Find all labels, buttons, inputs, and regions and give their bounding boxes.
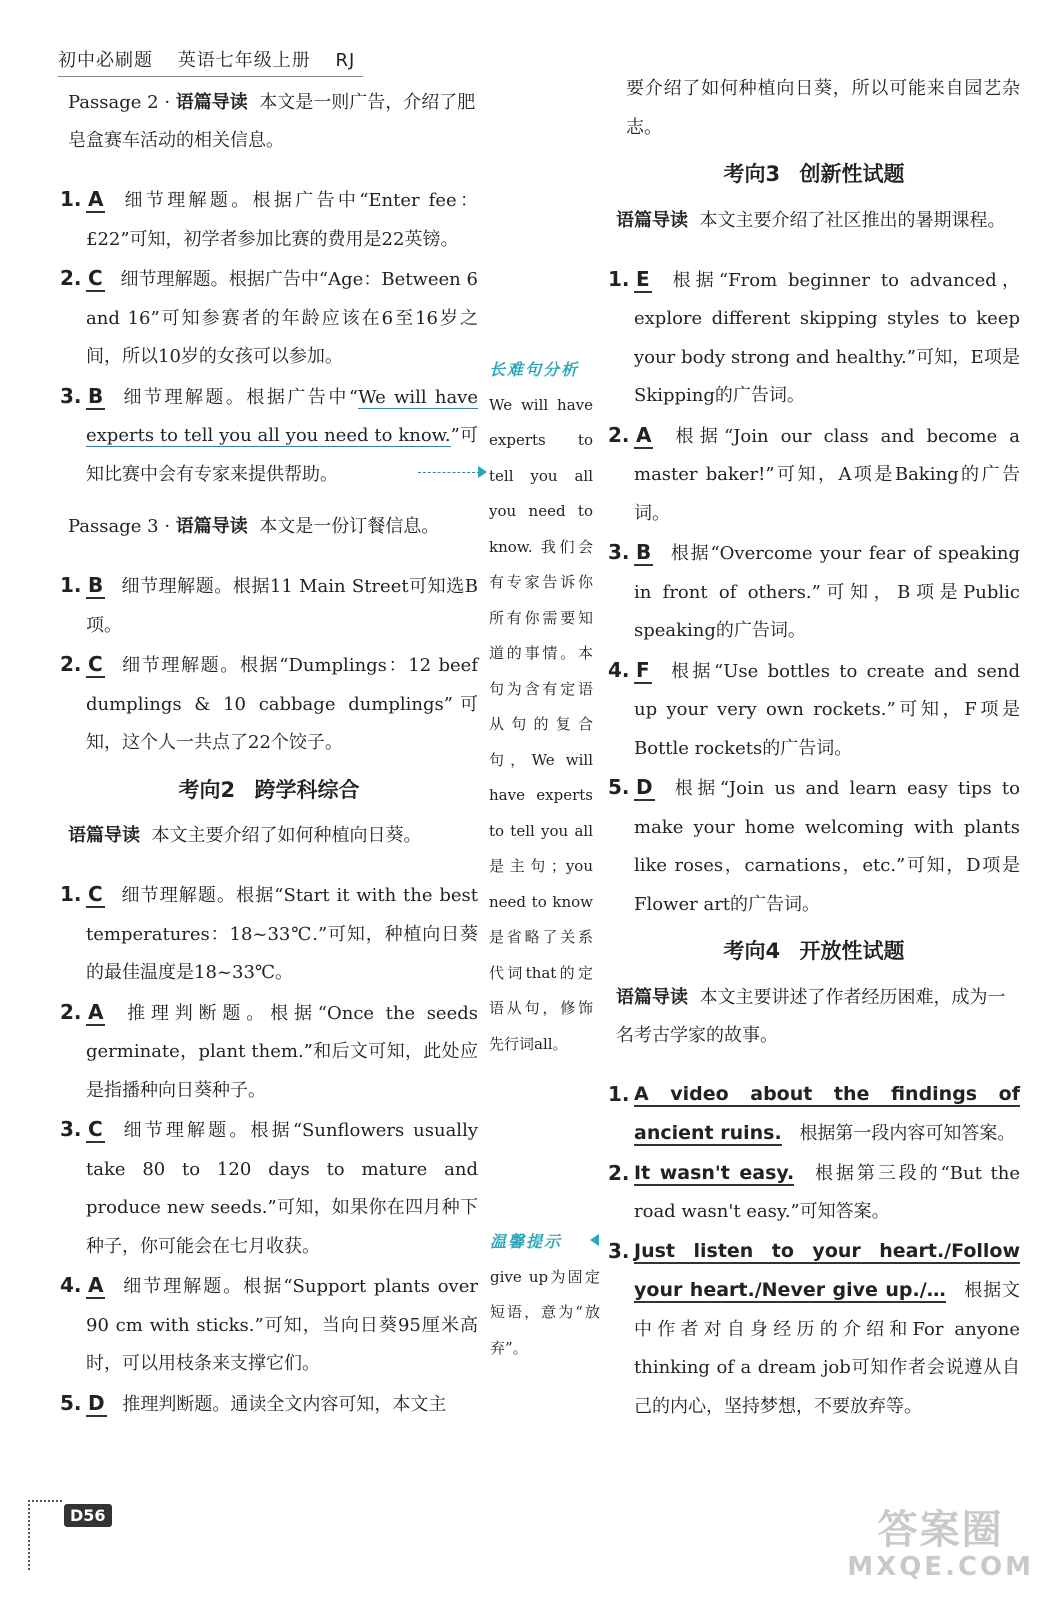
answer: E [636, 266, 650, 291]
item-number: 3. [60, 383, 82, 408]
item-number: 2. [60, 999, 82, 1024]
item-number: 1. [60, 882, 82, 906]
explanation: 根据“Join us and learn easy tips to make your home welcoming with plants like roses，carnations，etc.”可知，D项是Flower art的广告词。 [634, 778, 1020, 915]
item-number: 1. [60, 573, 82, 597]
explanation-pre: 细节理解题。根据广告中“ [123, 386, 359, 408]
section2-guide: 语篇导读 [68, 825, 140, 846]
answer: D [636, 775, 653, 799]
s3-item-4 [608, 651, 1020, 769]
edition: RJ [335, 50, 356, 71]
s4-item-2 [608, 1154, 1020, 1232]
explanation: 细节理解题。根据11 Main Street可知选B项。 [86, 576, 478, 636]
answer: A video about the findings of ancient ruins. [634, 1082, 1020, 1144]
section3-title [608, 155, 1020, 194]
section4-label: 考向4 [723, 939, 781, 963]
explanation: 细节理解题。根据广告中“Enter fee：£22”可知，初学者参加比赛的费用是22英镑。 [86, 190, 478, 250]
sidenote-long-sentence [489, 352, 593, 1062]
answer: A [636, 422, 652, 447]
explanation: 细节理解题。根据“Dumplings：12 beef dumplings & 10 cabbage dumplings”可知，这个人一共点了22个饺子。 [86, 655, 478, 753]
s4-item-3 [608, 1232, 1020, 1427]
continuation: 要介绍了如何种植向日葵，所以可能来自园艺杂志。 [626, 78, 1020, 138]
answer: It wasn't easy. [634, 1161, 795, 1184]
section4-guide: 语篇导读 [616, 986, 688, 1008]
passage3-text: 本文是一份订餐信息。 [259, 516, 440, 537]
passage2-text: 本文是一则广告，介绍了肥皂盒赛车活动的相关信息。 [68, 92, 476, 151]
explanation: 推理判断题。通读全文内容可知，本文主 [122, 1393, 447, 1415]
item-number: 1. [608, 266, 630, 291]
section3-intro [616, 202, 1020, 240]
item-number: 4. [60, 1273, 82, 1297]
passage3-intro: Passage 3 · 语篇导读 本文是一份订餐信息。 [68, 516, 440, 537]
sidenote-title: 长难句分析 [489, 360, 580, 379]
section4-text: 本文主要讲述了作者经历困难，成为一名考古学家的故事。 [616, 986, 1006, 1046]
s2-item-3 [60, 1110, 478, 1266]
watermark-top: 答案圈 [877, 1507, 1004, 1553]
item-number: 2. [60, 652, 82, 676]
watermark-bottom: MXQE.COM [847, 1552, 1034, 1582]
explanation: 细节理解题。根据“Start it with the best temperatures：18~33℃.”可知，种植向日葵的最佳温度是18~33℃。 [86, 885, 478, 983]
answer: B [88, 383, 104, 408]
sidenote-title: 温馨提示 [490, 1232, 563, 1251]
book-name: 英语七年级上册 [177, 50, 311, 71]
answer: C [88, 1117, 103, 1141]
passage2-guide: 语篇导读 [175, 92, 248, 113]
passage3-guide: 语篇导读 [175, 516, 248, 537]
item-number: 2. [60, 266, 82, 290]
p2-item-3 [60, 377, 478, 495]
answer: A [88, 1273, 104, 1297]
item-number: 3. [608, 540, 630, 564]
answer: C [88, 882, 103, 906]
page-number: D56 [64, 1504, 112, 1527]
answer: Just listen to your heart./Follow your heart./Never give up./… [634, 1239, 1020, 1301]
section4-intro [616, 979, 1020, 1055]
p2-item-1 [60, 180, 478, 259]
item-number: 5. [608, 775, 630, 799]
s2-item-5 [60, 1384, 478, 1425]
section2-text: 本文主要介绍了如何种植向日葵。 [151, 825, 422, 846]
s3-item-2 [608, 416, 1020, 534]
p3-item-1 [60, 566, 478, 645]
answer: C [88, 266, 103, 290]
continuation-text [608, 70, 1020, 147]
item-number: 5. [60, 1390, 82, 1415]
explanation: 根据“Join our class and become a master baker!”可知，A项是Baking的广告词。 [634, 425, 1020, 524]
section2-title [60, 771, 478, 810]
section3-guide: 语篇导读 [616, 209, 688, 231]
explanation: 推理判断题。根据“Once the seeds germinate，plant them.”和后文可知，此处应是指播种向日葵种子。 [86, 1002, 478, 1101]
section3-name: 创新性试题 [799, 162, 905, 186]
series-name: 初中必刷题 [58, 50, 153, 71]
sidenote-text: give up为固定短语，意为“放弃”。 [490, 1267, 600, 1357]
answer: C [88, 652, 103, 676]
p3-item-2 [60, 645, 478, 763]
explanation: 根据“Use bottles to create and send up your very own rockets.”可知，F项是Bottle rockets的广告词。 [634, 660, 1020, 759]
s2-item-1 [60, 875, 478, 993]
note-arrow-icon [478, 466, 487, 478]
explanation: 根据第一段内容可知答案。 [799, 1123, 1016, 1144]
section3-text: 本文主要介绍了社区推出的暑期课程。 [699, 209, 1006, 231]
s2-item-2 [60, 993, 478, 1111]
passage2-intro: Passage 2 · 语篇导读 本文是一则广告，介绍了肥皂盒赛车活动的相关信息。 [68, 92, 476, 151]
item-number: 2. [608, 422, 630, 447]
explanation: 细节理解题。根据“Support plants over 90 cm with sticks.”可知，当向日葵95厘米高时，可以用枝条来支撑它们。 [86, 1276, 478, 1374]
s4-item-1 [608, 1075, 1020, 1154]
explanation: 根据第三段的“But the road wasn't easy.”可知答案。 [634, 1162, 1020, 1222]
right-column [608, 70, 1020, 1426]
explanation: 根据“Overcome your fear of speaking in front of others.”可知，B项是Public speaking的广告词。 [634, 543, 1020, 641]
passage3-label: Passage 3 [68, 516, 159, 537]
quoted-sentence: We will have experts to tell you all you need to know. [86, 386, 478, 446]
s2-item-4 [60, 1266, 478, 1384]
page-corner-dots [28, 1500, 62, 1502]
header-rule [58, 76, 363, 77]
passage2-label: Passage 2 [68, 92, 159, 113]
sidenote-text: We will have experts to tell you all you need to know. 我们会有专家告诉你所有你需要知道的事情。本句为含有定语从句的复合句，We will have experts to tell you all是主句；you need to know是省略了关系代词that的定语从句，修饰先行词all。 [489, 395, 593, 1053]
left-column [60, 84, 478, 1424]
section2-name: 跨学科综合 [254, 777, 360, 802]
s3-item-3 [608, 533, 1020, 651]
item-number: 2. [608, 1160, 630, 1185]
item-number: 1. [608, 1081, 630, 1106]
answer: F [636, 657, 650, 682]
explanation: 细节理解题。根据广告中“Age：Between 6 and 16”可知参赛者的年龄应该在6至16岁之间，所以10岁的女孩可以参加。 [86, 269, 478, 367]
answer: B [88, 573, 104, 597]
explanation: 根据文中作者对自身经历的介绍和For anyone thinking of a dream job可知作者会说遵从自己的内心，坚持梦想，不要放弃等。 [634, 1280, 1021, 1417]
s3-item-1 [608, 260, 1020, 416]
running-header [58, 46, 373, 72]
section4-title [608, 932, 1020, 971]
answer: A [88, 187, 104, 211]
section4-name: 开放性试题 [799, 939, 905, 963]
explanation-post: ”可知比赛中会有专家来提供帮助。 [86, 425, 479, 485]
sidenote-tip [490, 1224, 600, 1366]
item-number: 4. [608, 657, 630, 682]
explanation: 细节理解题。根据“Sunflowers usually take 80 to 120 days to mature and produce new seeds.”可知，如果你在四月种下种子，你可能会在七月收获。 [86, 1120, 478, 1257]
watermark-logo [847, 1508, 1034, 1582]
p2-item-2 [60, 259, 478, 377]
page-corner-dots-vertical [28, 1500, 30, 1570]
answer: D [88, 1390, 105, 1415]
answer: A [88, 999, 104, 1024]
note-connector-line [418, 472, 480, 473]
item-number: 1. [60, 187, 82, 211]
item-number: 3. [608, 1238, 630, 1263]
section2-intro [68, 817, 478, 855]
s3-item-5 [608, 768, 1020, 924]
section2-label: 考向2 [178, 777, 236, 802]
answer: B [636, 540, 652, 564]
explanation: 根据“From beginner to advanced，explore different skipping styles to keep your body strong and healthy.”可知，E项是Skipping的广告词。 [634, 269, 1020, 406]
section3-label: 考向3 [723, 162, 781, 186]
item-number: 3. [60, 1117, 82, 1141]
